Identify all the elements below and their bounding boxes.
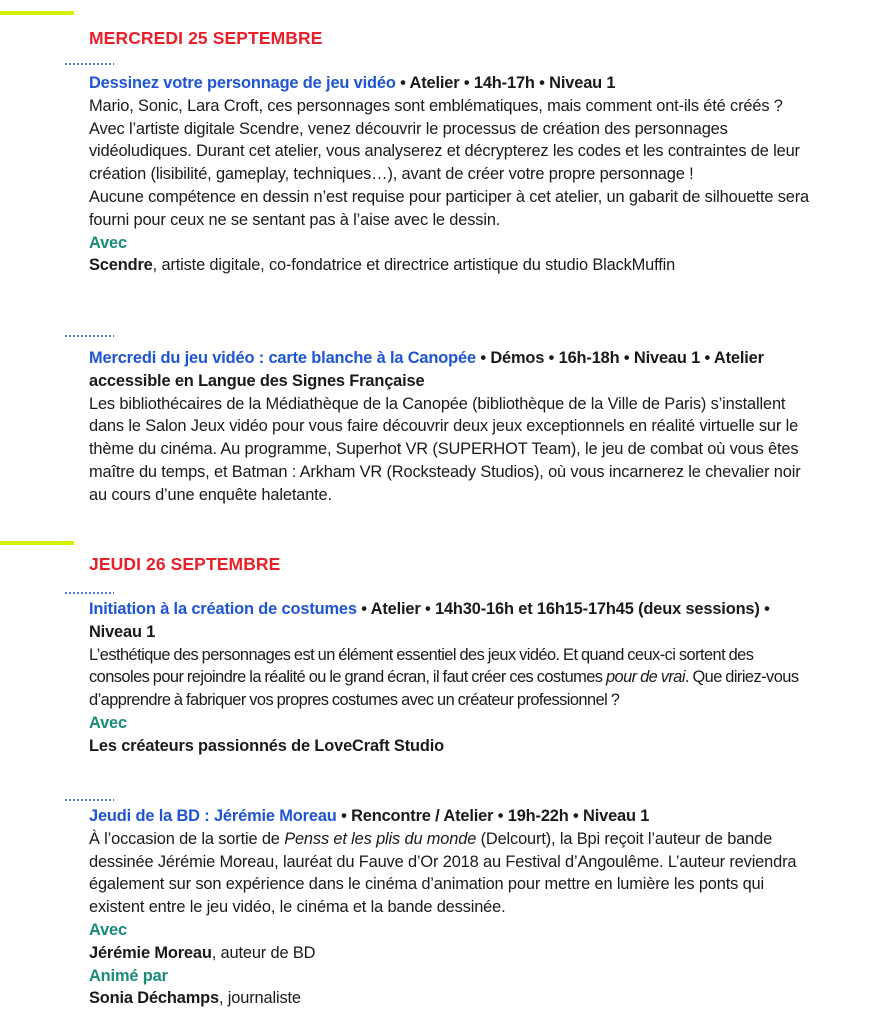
guest-name: Scendre: [89, 256, 153, 275]
guest-role: , auteur de BD: [211, 943, 316, 962]
event-description: [89, 644, 809, 712]
guest-line: [89, 254, 809, 277]
event-header: [89, 805, 809, 828]
accent-bar: [0, 11, 74, 15]
anime-par-label: Animé par: [89, 966, 168, 985]
avec-label: Avec: [89, 233, 127, 252]
description-text: (Delcourt), la Bpi reçoit l’auteur de bande dessinée Jérémie Moreau, lauréat du Fauve d’Or 2018 au Festival d’Angoulême. L’auteur reviendra également sur son expérience dans le cinéma d’animation pour mettre en lumière les ponts qui existent entre le jeu vidéo, le cinéma et la bande dessinée.: [89, 829, 797, 917]
avec-label: Avec: [89, 713, 127, 732]
event-description: Mario, Sonic, Lara Croft, ces personnages sont emblématiques, mais comment ont-ils été créés ? Avec l’artiste digitale Scendre, venez découvrir le processus de création des personnages vidéoludiques. Durant cet atelier, vous analyserez et décrypterez les codes et les contraintes de leur création (lisibilité, gameplay, techniques…), avant de créer votre propre personnage !: [89, 96, 800, 184]
event-header: [89, 72, 809, 95]
event-title: Dessinez votre personnage de jeu vidéo: [89, 74, 396, 92]
dotted-separator: [64, 592, 114, 594]
event-description: Les bibliothécaires de la Médiathèque de la Canopée (bibliothèque de la Ville de Paris) s’installent dans le Salon Jeux vidéo pour vous faire découvrir deux jeux exceptionnels en réalité virtuelle sur le thème du cinéma. Au programme, Superhot VR (SUPERHOT Team), le jeu de combat où vous êtes maître du temps, et Batman : Arkham VR (Rocksteady Studios), où vous incarnerez le chevalier noir au cours d’une enquête haletante.: [89, 394, 801, 504]
day-heading: JEUDI 26 SEPTEMBRE: [89, 554, 281, 574]
event-header: [89, 598, 809, 644]
description-text: À l’occasion de la sortie de: [89, 829, 285, 848]
description-emphasis: Penss et les plis du monde: [284, 829, 477, 848]
event-meta: • Atelier • 14h-17h • Niveau 1: [395, 74, 616, 92]
day-heading: MERCREDI 25 SEPTEMBRE: [89, 28, 323, 48]
event-canopee: [89, 347, 809, 507]
host-name: Sonia Déchamps: [89, 989, 219, 1008]
event-meta: • Atelier • 14h30-16h et 16h15-17h45 (deux sessions) • Niveau 1: [89, 600, 770, 641]
event-title: Initiation à la création de costumes: [89, 600, 357, 618]
event-jeremie-moreau: [89, 805, 809, 1010]
description-text: . Que diriez-vous d’apprendre à fabriquer vos propres costumes avec un créateur professionnel ?: [89, 668, 799, 710]
event-title: Mercredi du jeu vidéo : carte blanche à la Canopée: [89, 349, 476, 367]
event-costumes: [89, 598, 809, 758]
event-meta: • Démos • 16h-18h • Niveau 1 • Atelier accessible en Langue des Signes Française: [89, 349, 764, 390]
avec-label: Avec: [89, 920, 127, 939]
event-header: [89, 347, 809, 393]
description-emphasis: pour de vrai: [605, 668, 685, 687]
event-character-design: [89, 72, 809, 277]
event-title: Jeudi de la BD : Jérémie Moreau: [89, 807, 337, 825]
event-meta: • Rencontre / Atelier • 19h-22h • Niveau 1: [336, 807, 650, 825]
dotted-separator: [64, 63, 114, 65]
accent-bar: [0, 541, 74, 545]
event-description: [89, 828, 809, 919]
host-line: [89, 987, 809, 1010]
guest-role: , artiste digitale, co-fondatrice et directrice artistique du studio BlackMuffin: [152, 256, 676, 275]
guest-line: [89, 942, 809, 965]
host-role: , journaliste: [218, 989, 301, 1008]
description-text: L’esthétique des personnages est un élément essentiel des jeux vidéo. Et quand ceux-ci sortent des consoles pour rejoindre la réalité ou le grand écran, il faut créer ces costumes: [89, 645, 754, 687]
guest-name: Les créateurs passionnés de LoveCraft Studio: [89, 736, 445, 755]
dotted-separator: [64, 799, 114, 801]
guest-name: Jérémie Moreau: [89, 943, 212, 962]
event-description: Aucune compétence en dessin n’est requise pour participer à cet atelier, un gabarit de silhouette sera fourni pour ceux ne se sentant pas à l’aise avec le dessin.: [89, 187, 809, 229]
dotted-separator: [64, 335, 114, 337]
